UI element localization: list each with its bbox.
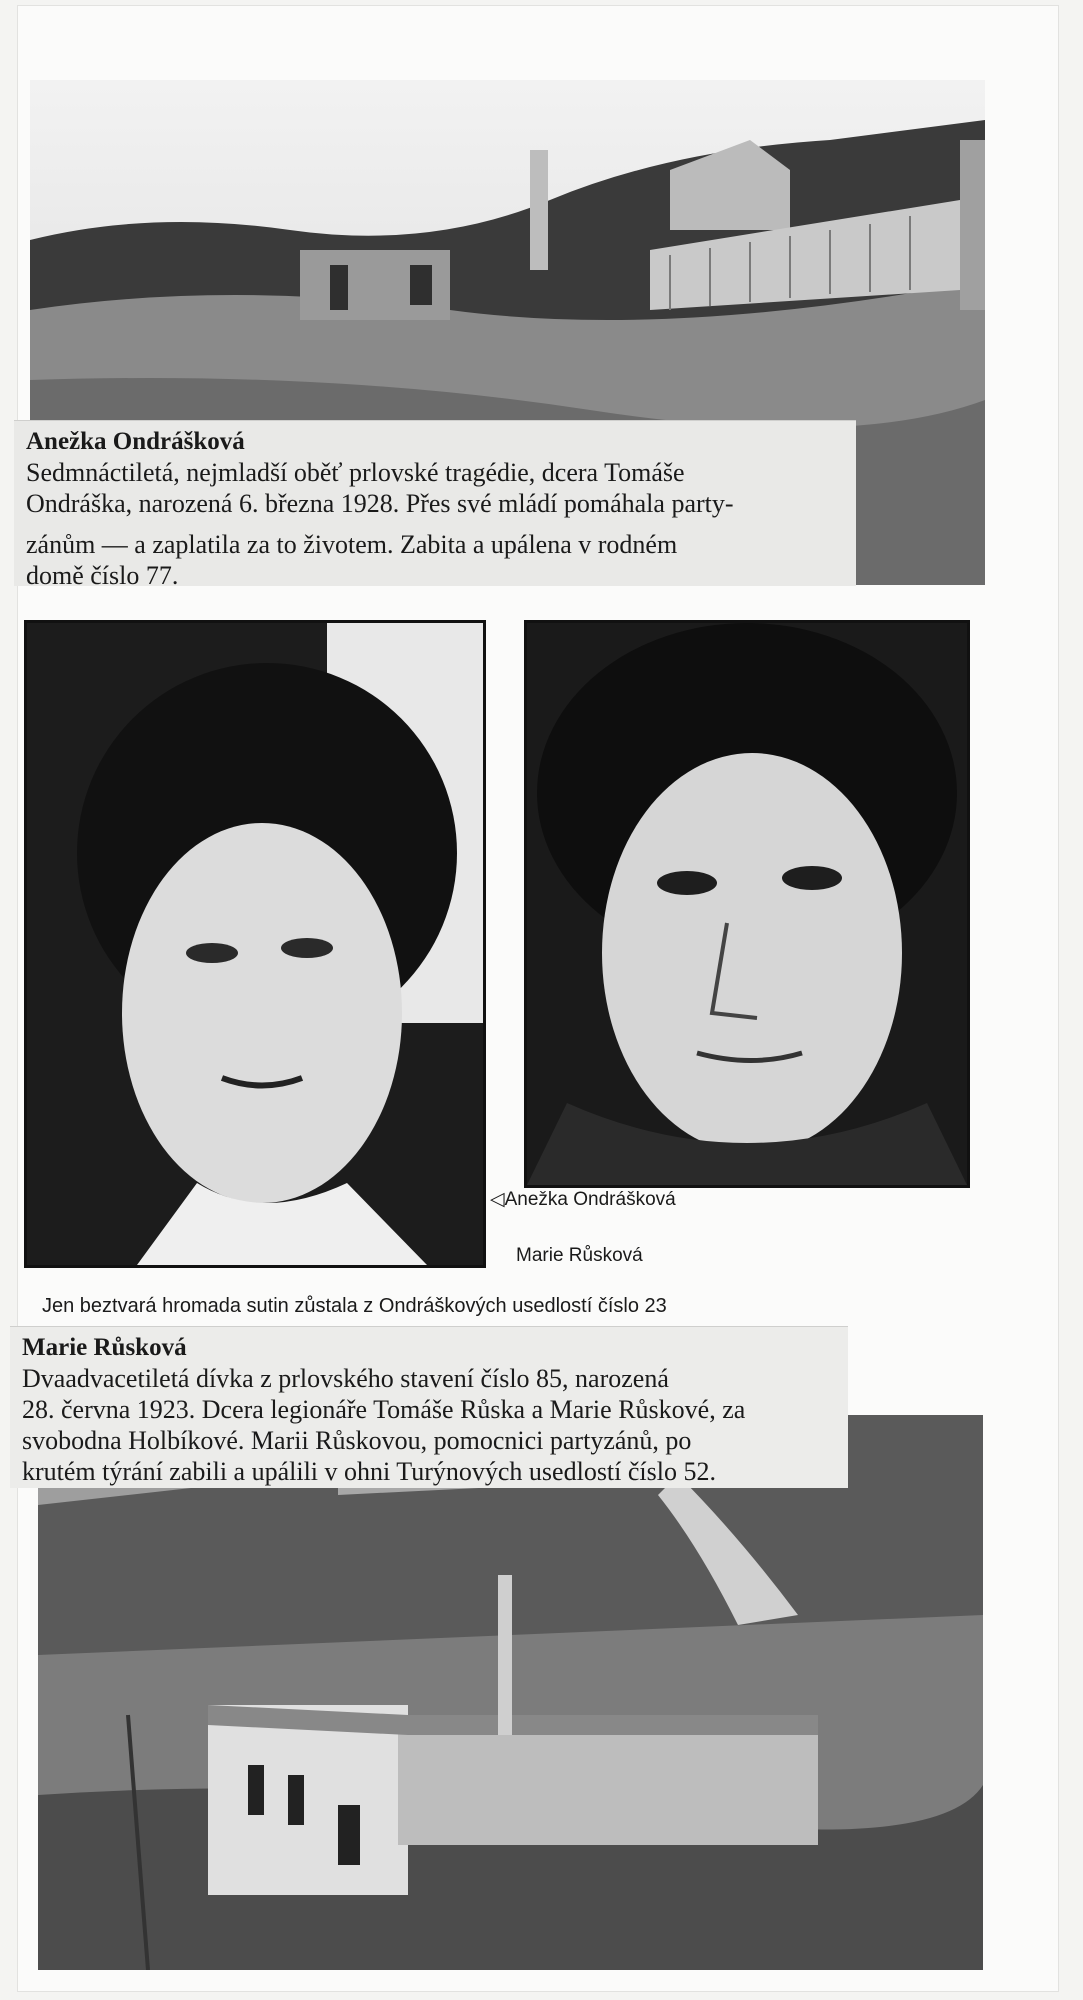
- marie-caption-line-2: 28. června 1923. Dcera legionáře Tomáše Růska a Marie Růskové, za: [22, 1395, 746, 1424]
- anezka-portrait-photo: [24, 620, 486, 1268]
- anezka-caption-line-2: Ondráška, narozená 6. března 1928. Přes své mládí pomáhala party-: [26, 489, 734, 518]
- marie-caption-line-1: Dvaadvacetiletá dívka z prlovského stavení číslo 85, narozená: [22, 1364, 669, 1393]
- burned-farmstead-photo: [38, 1415, 983, 1970]
- anezka-caption-line-3: zánům — a zaplatila za to životem. Zabita a upálena v rodném: [26, 530, 678, 559]
- marie-caption-line-4: krutém týrání zabili a upálili v ohni Turýnových usedlostí číslo 52.: [22, 1457, 716, 1486]
- anezka-caption-box: [14, 420, 856, 590]
- anezka-caption-line-1: Sedmnáctiletá, nejmladší oběť prlovské tragédie, dcera Tomáše: [26, 458, 685, 487]
- marie-caption-title: Marie Růsková: [22, 1334, 187, 1361]
- marie-caption-line-3: svobodna Holbíkové. Marii Růskovou, pomocnici partyzánů, po: [22, 1426, 692, 1455]
- marie-caption-box: [10, 1326, 848, 1488]
- portrait-label-right: Marie Růsková: [516, 1245, 643, 1266]
- anezka-caption-line-4: domě číslo 77.: [26, 561, 179, 590]
- anezka-caption-title: Anežka Ondrášková: [26, 428, 245, 455]
- ruins-caption: Jen beztvará hromada sutin zůstala z Ondráškových usedlostí číslo 23: [42, 1295, 667, 1317]
- portrait-label-left: ◁Anežka Ondrášková: [490, 1189, 676, 1210]
- marie-portrait-photo: [524, 620, 970, 1188]
